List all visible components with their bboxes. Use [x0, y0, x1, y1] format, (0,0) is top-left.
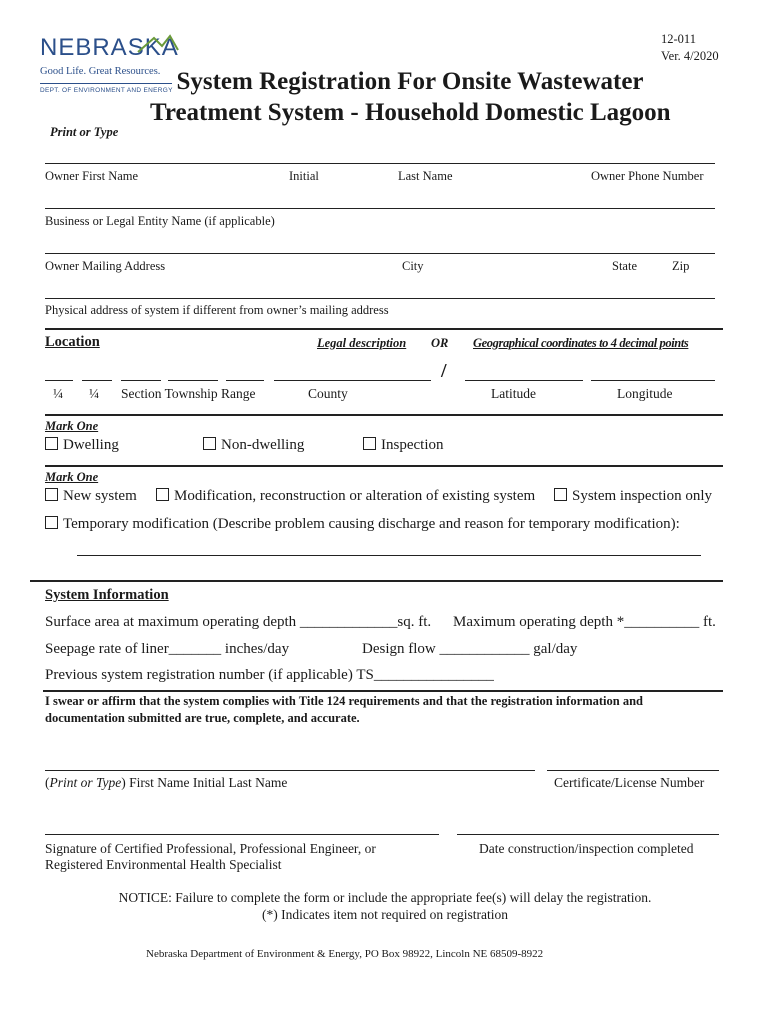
checkbox-box[interactable]: [156, 488, 169, 501]
logo-wordmark: NEBRASKA: [40, 34, 179, 61]
modification-checkbox[interactable]: [156, 488, 535, 505]
system-inspection-checkbox[interactable]: [554, 488, 712, 505]
checkbox-box[interactable]: [45, 516, 58, 529]
township-line[interactable]: [168, 380, 218, 381]
section-divider: [45, 328, 723, 330]
owner-last-name-label: Last Name: [398, 169, 453, 183]
owner-initial-label: Initial: [289, 169, 319, 183]
physical-address-line[interactable]: [45, 298, 715, 299]
physical-address-label: Physical address of system if different from owner’s mailing address: [45, 303, 389, 317]
section-township-range-label: Section Township Range: [121, 386, 256, 401]
mailing-address-label: Owner Mailing Address: [45, 259, 166, 273]
form-number: 12-011: [661, 32, 696, 46]
mark-one-heading: Mark One: [45, 419, 99, 433]
footer-address: Nebraska Department of Environment & Energy, PO Box 98922, Lincoln NE 68509-8922: [146, 948, 544, 960]
quarter2-line[interactable]: [82, 380, 112, 381]
latitude-label: Latitude: [491, 386, 536, 401]
affirmation-line1: I swear or affirm that the system complies with Title 124 requirements and that the registration information and: [45, 694, 643, 708]
certifier-name-line[interactable]: [45, 770, 535, 771]
logo-tagline: Good Life. Great Resources.: [40, 66, 161, 77]
surface-area-field[interactable]: Surface area at maximum operating depth _____________sq. ft.: [45, 614, 432, 630]
section-line[interactable]: [121, 380, 161, 381]
or-label: OR: [431, 336, 449, 350]
logo-dept: DEPT. OF ENVIRONMENT AND ENERGY: [40, 87, 173, 94]
print-or-type-note: Print or Type: [50, 125, 119, 139]
certifier-name-label: (Print or Type) First Name Initial Last Name: [45, 775, 288, 790]
mailing-address-line[interactable]: [45, 253, 715, 254]
modification-label: Modification, reconstruction or alteration of existing system: [174, 488, 536, 504]
business-name-label: Business or Legal Entity Name (if applicable): [45, 214, 275, 228]
county-line[interactable]: [274, 380, 431, 381]
mark-one-heading-2: Mark One: [45, 470, 99, 484]
print-or-type-italic: Print or Type: [49, 775, 122, 790]
owner-name-line[interactable]: [45, 163, 715, 164]
geo-coords-label: Geographical coordinates to 4 decimal points: [473, 336, 689, 350]
state-label: State: [612, 259, 637, 273]
non-dwelling-label: Non-dwelling: [221, 437, 305, 453]
completion-date-label: Date construction/inspection completed: [479, 841, 694, 856]
zip-label: Zip: [672, 259, 690, 273]
signature-label-line2: Registered Environmental Health Specialist: [45, 857, 282, 872]
non-dwelling-checkbox[interactable]: [203, 437, 304, 454]
section-divider: [43, 690, 723, 692]
certificate-number-line[interactable]: [547, 770, 719, 771]
notice-line1: NOTICE: Failure to complete the form or include the appropriate fee(s) will delay the registration.: [118, 890, 652, 905]
form-version: Ver. 4/2020: [661, 49, 719, 63]
section-divider: [45, 414, 723, 416]
location-heading: Location: [45, 334, 100, 350]
latitude-line[interactable]: [465, 380, 583, 381]
coord-slash: /: [441, 360, 447, 382]
owner-first-name-label: Owner First Name: [45, 169, 139, 183]
certifier-name-fields: First Name Initial Last Name: [125, 775, 288, 790]
dwelling-checkbox[interactable]: [45, 437, 119, 454]
new-system-label: New system: [63, 488, 137, 504]
page-title-line1: System Registration For Onsite Wastewater: [176, 68, 644, 95]
inspection-label: Inspection: [381, 437, 444, 453]
affirmation-line2: documentation submitted are true, complete, and accurate.: [45, 711, 360, 725]
system-inspection-label: System inspection only: [572, 488, 712, 504]
checkbox-box[interactable]: [45, 437, 58, 450]
logo-swoosh-icon: [136, 32, 180, 54]
section-divider: [45, 465, 723, 467]
temporary-modification-checkbox[interactable]: [45, 516, 680, 533]
checkbox-box[interactable]: [363, 437, 376, 450]
business-name-line[interactable]: [45, 208, 715, 209]
max-depth-field[interactable]: Maximum operating depth *__________ ft.: [453, 614, 716, 630]
page-title-line2: Treatment System - Household Domestic Lagoon: [150, 99, 671, 126]
quarter2-label: ¼: [89, 386, 100, 401]
previous-registration-field[interactable]: Previous system registration number (if applicable) TS________________: [45, 667, 494, 683]
design-flow-field[interactable]: Design flow ____________ gal/day: [362, 641, 578, 657]
checkbox-box[interactable]: [203, 437, 216, 450]
new-system-checkbox[interactable]: [45, 488, 137, 505]
signature-label-line1: Signature of Certified Professional, Professional Engineer, or: [45, 841, 376, 856]
county-label: County: [308, 386, 348, 401]
signature-line[interactable]: [45, 834, 439, 835]
notice-line2: (*) Indicates item not required on registration: [262, 907, 508, 922]
system-info-heading: System Information: [45, 587, 169, 603]
checkbox-box[interactable]: [554, 488, 567, 501]
seepage-rate-field[interactable]: Seepage rate of liner_______ inches/day: [45, 641, 290, 657]
inspection-checkbox[interactable]: [363, 437, 443, 454]
quarter1-line[interactable]: [45, 380, 73, 381]
longitude-label: Longitude: [617, 386, 673, 401]
certificate-number-label: Certificate/License Number: [554, 775, 705, 790]
temporary-description-line[interactable]: [77, 555, 701, 556]
completion-date-line[interactable]: [457, 834, 719, 835]
quarter1-label: ¼: [53, 386, 64, 401]
checkbox-box[interactable]: [45, 488, 58, 501]
range-line[interactable]: [226, 380, 264, 381]
temporary-modification-label: Temporary modification (Describe problem causing discharge and reason for temporary modification):: [63, 516, 680, 532]
longitude-line[interactable]: [591, 380, 715, 381]
city-label: City: [402, 259, 424, 273]
section-divider: [30, 580, 723, 582]
legal-description-label: Legal description: [317, 336, 407, 350]
dwelling-label: Dwelling: [63, 437, 119, 453]
owner-phone-label: Owner Phone Number: [591, 169, 704, 183]
